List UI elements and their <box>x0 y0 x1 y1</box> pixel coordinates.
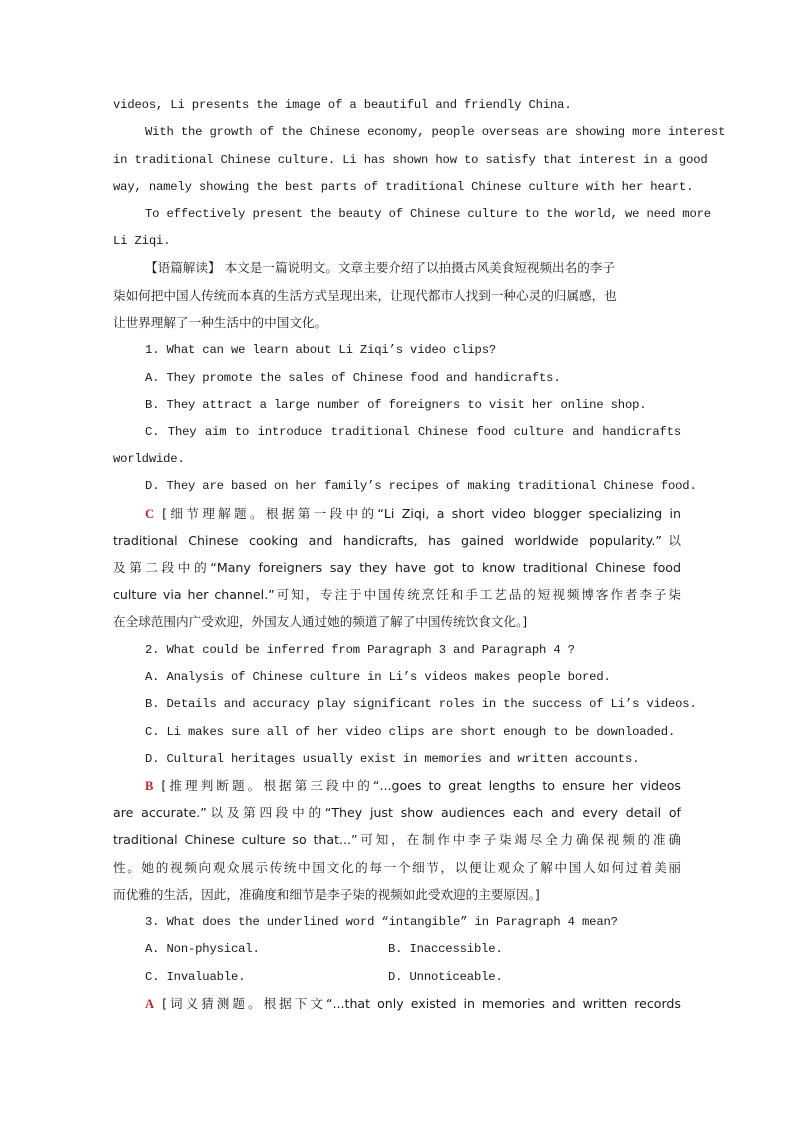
explanation-line: B [推理判断题。根据第三段中的“...goes to great lengths to ensure her videos <box>145 778 681 793</box>
option-row <box>145 941 681 957</box>
explanation-line: 及第二段中的“Many foreigners say they have got to know traditional Chinese food <box>113 560 681 575</box>
option-c: C. They aim to introduce traditional Chinese food culture and handicrafts <box>145 425 681 439</box>
reading-summary-line: 柒如何把中国人传统而本真的生活方式呈现出来，让现代都市人找到一种心灵的归属感，也 <box>113 288 617 303</box>
option-c-continued: worldwide. <box>113 452 185 466</box>
passage-line: way, namely showing the best parts of traditional Chinese culture with her heart. <box>113 180 694 194</box>
passage-line: With the growth of the Chinese economy, people overseas are showing more interest <box>145 125 726 139</box>
option-d: D. Unnoticeable. <box>388 970 503 984</box>
explanation-line: culture via her channel.”可知，专注于中国传统烹饪和手工艺品的短视频博客作者李子柒 <box>113 587 681 602</box>
option-d: D. They are based on her family’s recipes of making traditional Chinese food. <box>145 479 697 493</box>
option-a: A. Analysis of Chinese culture in Li’s videos makes people bored. <box>145 670 611 684</box>
question-stem: 3. What does the underlined word “intangible” in Paragraph 4 mean? <box>145 915 618 929</box>
option-row <box>145 969 681 985</box>
answer-letter: A <box>145 997 155 1011</box>
option-d: D. Cultural heritages usually exist in memories and written accounts. <box>145 752 640 766</box>
answer-letter: C <box>145 507 155 521</box>
option-a: A. Non-physical. <box>145 942 260 956</box>
option-b: B. They attract a large number of foreigners to visit her online shop. <box>145 398 647 412</box>
explanation-line: 而优雅的生活，因此，准确度和细节是李子柒的视频如此受欢迎的主要原因。] <box>113 887 540 902</box>
explanation-line: traditional Chinese culture so that...”可知，在制作中李子柒竭尽全力确保视频的准确 <box>113 832 681 847</box>
explanation-line: A [词义猜测题。根据下文“...that only existed in memories and written records <box>145 996 681 1011</box>
explanation-line: C [细节理解题。根据第一段中的“Li Ziqi, a short video blogger specializing in <box>145 506 681 521</box>
passage-line: To effectively present the beauty of Chinese culture to the world, we need more <box>145 207 711 221</box>
option-a: A. They promote the sales of Chinese food and handicrafts. <box>145 371 561 385</box>
explanation-line: 在全球范围内广受欢迎，外国友人通过她的频道了解了中国传统饮食文化。] <box>113 614 528 629</box>
question-stem: 1. What can we learn about Li Ziqi’s video clips? <box>145 343 497 357</box>
passage-line: videos, Li presents the image of a beautiful and friendly China. <box>113 98 572 112</box>
reading-summary-line: 【语篇解读】 本文是一篇说明文。文章主要介绍了以拍摄古风美食短视频出名的李子 <box>145 260 615 275</box>
reading-summary-line: 让世界理解了一种生活中的中国文化。 <box>113 315 328 330</box>
option-b: B. Inaccessible. <box>388 942 503 956</box>
option-c: C. Invaluable. <box>145 970 246 984</box>
passage-line: Li Ziqi. <box>113 234 171 248</box>
option-c: C. Li makes sure all of her video clips are short enough to be downloaded. <box>145 725 676 739</box>
passage-line: in traditional Chinese culture. Li has shown how to satisfy that interest in a good <box>113 153 708 167</box>
question-stem: 2. What could be inferred from Paragraph 3 and Paragraph 4 ? <box>145 643 575 657</box>
option-b: B. Details and accuracy play significant roles in the success of Li’s videos. <box>145 697 697 711</box>
answer-letter: B <box>145 779 154 793</box>
explanation-line: are accurate.”以及第四段中的“They just show audiences each and every detail of <box>113 805 681 820</box>
explanation-line: 性。她的视频向观众展示传统中国文化的每一个细节，以便让观众了解中国人如何过着美丽 <box>113 860 681 875</box>
explanation-line: traditional Chinese cooking and handicrafts, has gained worldwide popularity.”以 <box>113 533 681 548</box>
